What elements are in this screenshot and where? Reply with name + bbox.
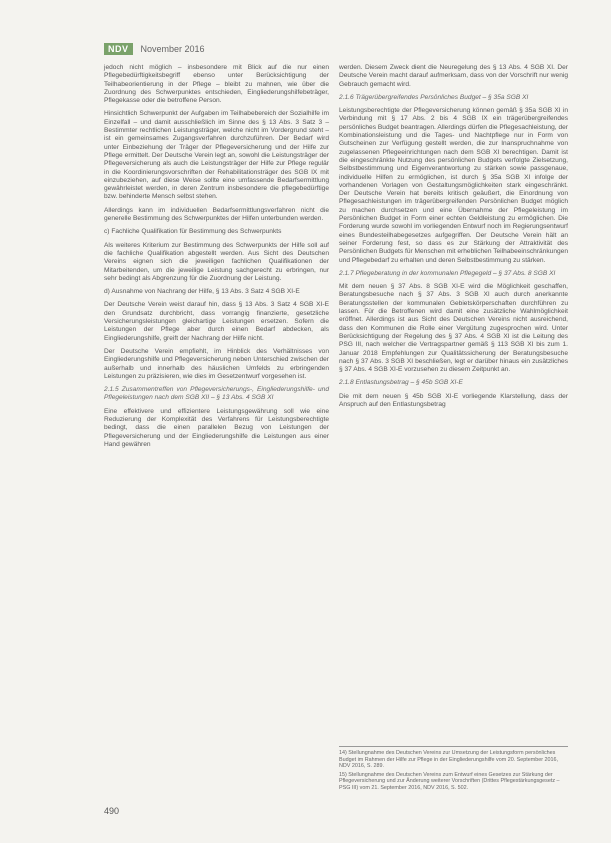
footnote: 14) Stellungnahme des Deutschen Vereins zur Umsetzung der Leistungsform persönliches Budget im Rahmen der Hilfe zur Pflege in der Eingliederungshilfe vom 20. September 2016, NDV 2016, S. 289. <box>339 750 559 770</box>
page-header <box>104 43 205 55</box>
section-heading: 2.1.6 Trägerübergreifendes Persönliches Budget – § 35a SGB XI <box>339 93 529 101</box>
left-column <box>104 64 329 454</box>
footnotes <box>339 746 568 794</box>
section-heading: 2.1.8 Entlastungsbetrag – § 45b SGB XI-E <box>339 379 463 387</box>
paragraph: Eine effektivere und effizientere Leistungsgewährung soll wie eine Reduzierung der Komplexität des Verfahrens für Leistungsberechtigte bedingt, dass die einen parallelen Bezug von Leistungen der Pflegeversicherung und der Eingliederungshilfe die Leistungen aus einer Hand gewähren <box>104 407 329 448</box>
page-number: 490 <box>104 806 120 816</box>
footnote: 15) Stellungnahme des Deutschen Vereins zum Entwurf eines Gesetzes zur Stärkung der Pflegeversicherung und zur Änderung weiterer Vorschriften (Drittes Pflegestärkungsgesetz – PSG III) vom 21. September 2016, NDV 2016, S. 502. <box>339 771 560 791</box>
paragraph: Mit dem neuen § 37 Abs. 8 SGB XI-E wird die Möglichkeit geschaffen, Beratungsbesuche nach § 37 Abs. 3 SGB XI auch durch anerkannte Beratungsstellen der kommunalen Gebietskörperschaften durchführen zu lassen. Für die Betroffenen wird damit eine zusätzliche Wahlmöglichkeit eröffnet. Allerdings ist aus Sicht des Deutschen Vereins nicht ausreichend, dass den Kommunen die Rolle einer Vergütung zugesprochen wird. Unter Berücksichtigung der Regelung des § 37 Abs. 4 SGB XI ist die Leitung des PSG III, nach welcher die Vertragspartner gemäß § 113 SGB XI bis zum 1. Januar 2018 Empfehlungen zur Qualitätssicherung der Beratungsbesuche nach § 37 Abs. 3 SGB XI beschließen, legt er darüber hinaus ein zusätzliches § 37 Abs. 4 SGB XI-E vorzusehen zu diesem Zeitpunkt an. <box>339 283 568 374</box>
paragraph: werden. Diesem Zweck dient die Neuregelung des § 13 Abs. 4 SGB XI. Der Deutsche Verein macht darauf aufmerksam, dass von der Vorschrift nur wenig Gebrauch gemacht wird. <box>339 64 568 88</box>
paragraph: Hinsichtlich Schwerpunkt der Aufgaben im Teilhabebereich der Sozialhilfe im Einzelfall – und damit ausschließlich im Sinne des § 13 Abs. 3 Satz 3 – Bestimmter rechtlichen Leistungsträger, welche nicht im Vordergrund steht – ist ein gemeinsames Zugangsverfahren durchzuführen. Der Bedarf wird unter Einbeziehung der Träger der Pflegeversicherung und der Hilfe zur Pflege ermittelt. Der Deutsche Verein legt an, sowohl die Leistungsträger der Pflegeversicherung als auch die Leistungsträger der Hilfe zur Pflege regulär in die Koordinierungsvorschriften der Rehabilitationsträger des SGB IX mit einzubeziehen, auf diese Weise sollte eine umfassende Bedarfsermittlung gewährleistet werden, in deren Zentrum insbesondere die pflegebedürftige bzw. behinderte Mensch selbst stehen. <box>104 110 329 201</box>
paragraph: Der Deutsche Verein weist darauf hin, dass § 13 Abs. 3 Satz 4 SGB XI-E den Grundsatz durchbricht, dass vorrangig finanzierte, gesetzliche Versicherungsleistungen gleichartige Leistungen ersetzen. Sofern die Leistungen der Pflege aber durch einen Bedarf abdecken, als Eingliederungshilfe, greift der Nachrang der Hilfe nicht. <box>104 301 329 342</box>
paragraph: jedoch nicht möglich – insbesondere mit Blick auf die nur einen Pflegebedürftigkeitsbegriff ebenso unter Berücksichtigung der Teilhabeorientierung in der Pflege – bleibt zu mahnen, wie über die Zuordnung des Schwerpunktes entschieden, Eingliederungshilfebeträger, Pflegekasse oder die betroffene Person. <box>104 64 329 105</box>
paragraph: Der Deutsche Verein empfiehlt, im Hinblick des Verhältnisses von Eingliederungshilfe und Pflegeversicherung neben Unterschied zwischen der außerhalb und innerhalb des häuslichen Umfelds zu erbringenden Leistungen zu präzisieren, wie dies im Gesetzentwurf vorgesehen ist. <box>104 347 329 380</box>
issue-date: November 2016 <box>140 44 205 54</box>
section-heading: 2.1.5 Zusammentreffen von Pflegeversicherungs-, Eingliederungshilfe- und Pflegeleistungen nach dem SGB XII – § 13 Abs. 4 SGB XI <box>104 386 329 402</box>
paragraph: Leistungsberechtigte der Pflegeversicherung können gemäß § 35a SGB XI in Verbindung mit § 17 Abs. 2 bis 4 SGB IX ein trägerübergreifendes persönliches Budget beantragen. Allerdings dürfen die Pflegesachleistung, der Kombinationsleistung und die Tages- und Nachtpflege nur in Form von Gutscheinen zur Verfügung gestellt werden, die zur Inanspruchnahme von zugelassenen Pflegeeinrichtungen nach dem SGB XI berechtigen. Damit ist die eingeschränkte Nutzung des persönlichen Budgets verfolgte Zielsetzung, Selbstbestimmung und Eigenverantwortung zu stärken sowie passgenaue, individuelle Hilfen zu ermöglichen, ist durch § 35a SGB XI infolge der vorhandenen Vorlagen von Gestaltungsmöglichkeiten stark eingeschränkt. Der Deutsche Verein hat bereits kritisch geäußert, die Einordnung von Pflegesachleistungen im trägerübergreifenden Persönlichen Budget möglich zu machen durchsetzen und eine Übernahme der Pflegeleistung im Persönlichen Budget in Form einer echten Geldleistung zu ermöglichen. Die Forderung wurde sowohl im vorliegenden Entwurf noch im Regierungsentwurf eines Bundesteilhabegesetzes aufgegriffen. Der Deutsche Verein hält an seiner Forderung fest, so dass es zur Stärkung der Attraktivität des Persönlichen Budgets für Menschen mit erheblichen Teilhabeeinschränkungen und Pflegebedarf zu erhalten und deren Selbstbestimmung zu stärken. <box>339 107 568 264</box>
subheading: c) Fachliche Qualifikation für Bestimmung des Schwerpunkts <box>104 228 282 236</box>
paragraph: Allerdings kann im individuellen Bedarfsermittlungsverfahren nicht die generelle Bestimmung des Schwerpunktes der Hilfen unterbunden werden. <box>104 206 329 223</box>
paragraph: Als weiteres Kriterium zur Bestimmung des Schwerpunkts der Hilfe soll auf die fachliche Qualifikation abgestellt werden. Aus Sicht des Deutschen Vereins eignen sich die jeweiligen fachlichen Qualifikationen der Mitarbeitenden, um die jeweilige Leistung sachgerecht zu erbringen, nur sehr bedingt als Abgrenzung für die Zuordnung der Leistung. <box>104 241 329 282</box>
section-heading: 2.1.7 Pflegeberatung in der kommunalen Pflegegeld – § 37 Abs. 8 SGB XI <box>339 269 556 277</box>
journal-badge: NDV <box>104 43 133 55</box>
subheading: d) Ausnahme von Nachrang der Hilfe, § 13 Abs. 3 Satz 4 SGB XI-E <box>104 288 300 296</box>
paragraph: Die mit dem neuen § 45b SGB XI-E vorliegende Klarstellung, dass der Anspruch auf den Entlastungsbetrag <box>339 392 568 408</box>
right-column <box>339 64 568 414</box>
